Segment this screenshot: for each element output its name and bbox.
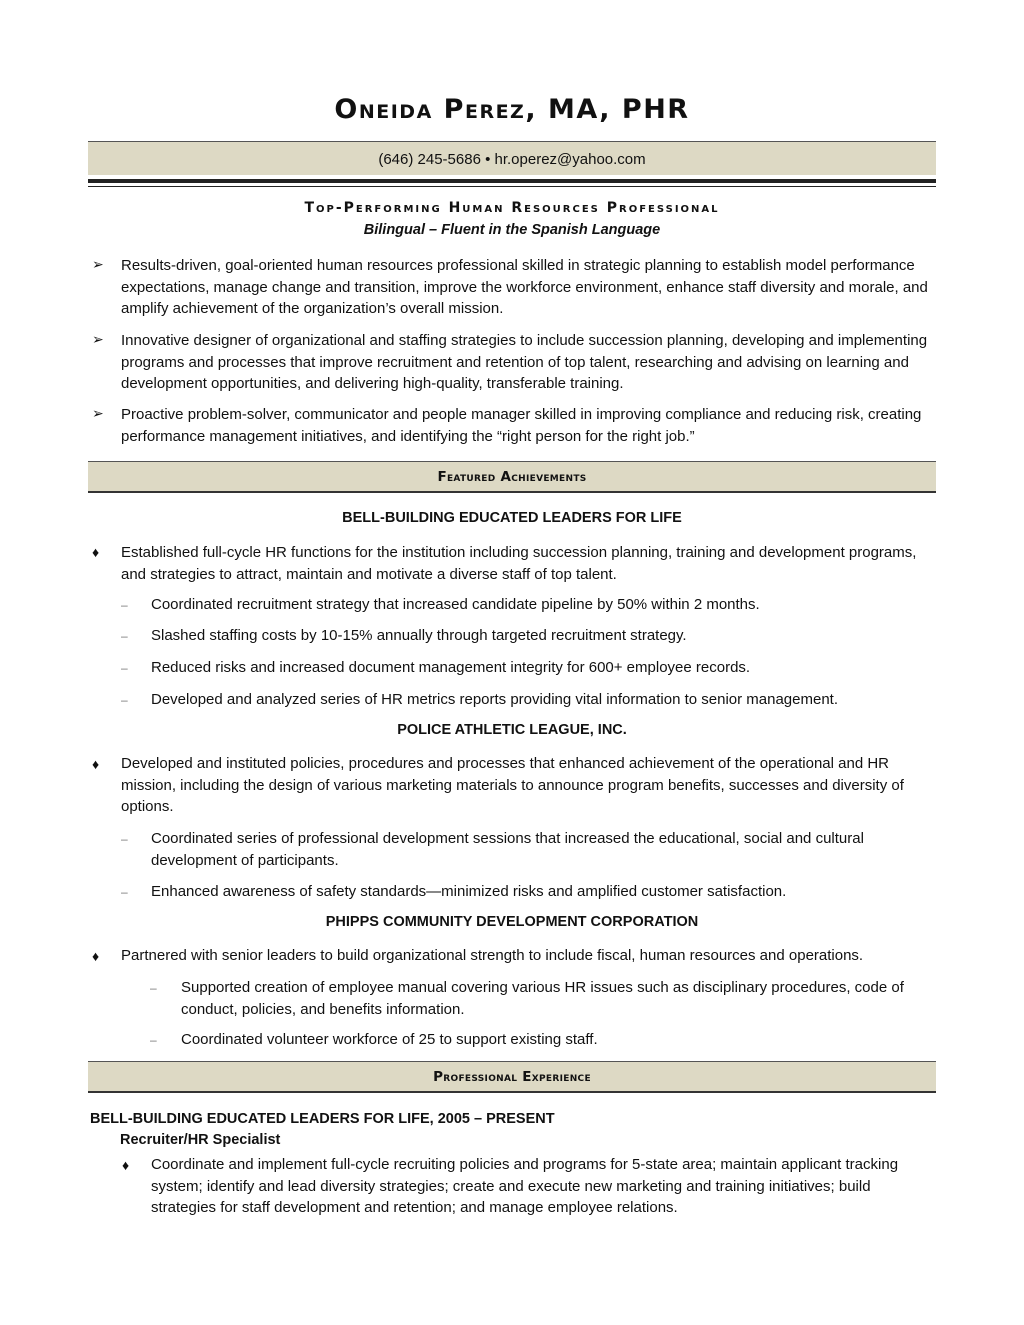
dash-bullet-icon: – xyxy=(150,1033,157,1047)
achievement-subitem: Enhanced awareness of safety standards—minimized risks and amplified customer satisfaction. xyxy=(151,883,787,900)
dash-bullet-icon: – xyxy=(150,981,157,995)
achievement-subitem: Coordinated recruitment strategy that increased candidate pipeline by 50% within 2 months. xyxy=(151,596,760,613)
diamond-bullet-icon: ♦ xyxy=(122,1157,130,1173)
professional-subheadline: Bilingual – Fluent in the Spanish Language xyxy=(363,222,661,238)
header-divider-thick xyxy=(88,179,936,183)
achievement-subitem: Coordinated volunteer workforce of 25 to support existing staff. xyxy=(181,1031,598,1048)
job-title: Recruiter/HR Specialist xyxy=(120,1132,281,1148)
header-divider-thin xyxy=(88,186,936,187)
dash-bullet-icon: – xyxy=(121,629,128,643)
summary-item: Innovative designer of organizational and staffing strategies to include succession planning, developing and implementing programs and processes that improve recruitment and retention of top talent, researching and advising on learning and development opportunities, and delivering high-quality, transferable training. xyxy=(121,332,928,392)
diamond-bullet-icon: ♦ xyxy=(92,756,100,772)
arrow-bullet-icon: ➢ xyxy=(92,405,104,421)
contact-bar xyxy=(88,141,936,175)
diamond-bullet-icon: ♦ xyxy=(92,948,100,964)
dash-bullet-icon: – xyxy=(121,598,128,612)
achievement-subitem: Coordinated series of professional development sessions that increased the educational, social and cultural development of participants. xyxy=(151,830,864,869)
summary-item: Results-driven, goal-oriented human resources professional skilled in strategic planning to establish model performance expectations, manage change and transition, improve the workforce environment, enhance staff diversity and morale, and amplify achievement of the organization’s overall mission. xyxy=(121,257,928,317)
section-header-experience xyxy=(88,1061,936,1093)
arrow-bullet-icon: ➢ xyxy=(92,331,104,347)
professional-headline: Top-Performing Human Resources Professional xyxy=(304,200,720,216)
section-title: Professional Experience xyxy=(433,1069,591,1085)
achievement-subitem: Developed and analyzed series of HR metrics reports providing vital information to senior management. xyxy=(151,691,839,708)
achievement-subitem: Supported creation of employee manual covering various HR issues such as disciplinary procedures, code of conduct, policies, and benefits information. xyxy=(181,979,904,1018)
achievement-item: Established full-cycle HR functions for the institution including succession planning, training and development programs, and strategies to attract, maintain and motivate a diverse staff of top talent. xyxy=(121,544,917,583)
dash-bullet-icon: – xyxy=(121,832,128,846)
achievement-subitem: Slashed staffing costs by 10-15% annually through targeted recruitment strategy. xyxy=(151,627,687,644)
org-heading: POLICE ATHLETIC LEAGUE, INC. xyxy=(397,722,627,738)
contact-info: (646) 245-5686 • hr.operez@yahoo.com xyxy=(378,151,646,168)
org-heading: PHIPPS COMMUNITY DEVELOPMENT CORPORATION xyxy=(325,914,699,930)
dash-bullet-icon: – xyxy=(121,661,128,675)
summary-item: Proactive problem-solver, communicator and people manager skilled in improving compliance and reducing risk, creating performance management initiatives, and identifying the “right person for the right job.” xyxy=(121,406,922,445)
dash-bullet-icon: – xyxy=(121,885,128,899)
candidate-name: Oneida Perez, MA, PHR xyxy=(334,94,690,125)
section-header-achievements xyxy=(88,461,936,493)
job-organization: BELL-BUILDING EDUCATED LEADERS FOR LIFE, 2005 – PRESENT xyxy=(90,1111,555,1127)
dash-bullet-icon: – xyxy=(121,693,128,707)
job-responsibility: Coordinate and implement full-cycle recruiting policies and programs for 5-state area; maintain applicant tracking system; identify and lead diversity strategies; create and execute new marketing and training initiatives; build strategies for staff development and retention; and manage employee relations. xyxy=(151,1156,899,1216)
achievement-item: Developed and instituted policies, procedures and processes that enhanced achievement of the operational and HR mission, including the design of various marketing materials to announce program benefits, successes and diversity of options. xyxy=(121,755,904,815)
org-heading: BELL-BUILDING EDUCATED LEADERS FOR LIFE xyxy=(342,510,682,526)
arrow-bullet-icon: ➢ xyxy=(92,256,104,272)
achievement-item: Partnered with senior leaders to build organizational strength to include fiscal, human resources and operations. xyxy=(121,947,864,964)
diamond-bullet-icon: ♦ xyxy=(92,544,100,560)
achievement-subitem: Reduced risks and increased document management integrity for 600+ employee records. xyxy=(151,659,751,676)
section-title: Featured Achievements xyxy=(437,469,587,485)
